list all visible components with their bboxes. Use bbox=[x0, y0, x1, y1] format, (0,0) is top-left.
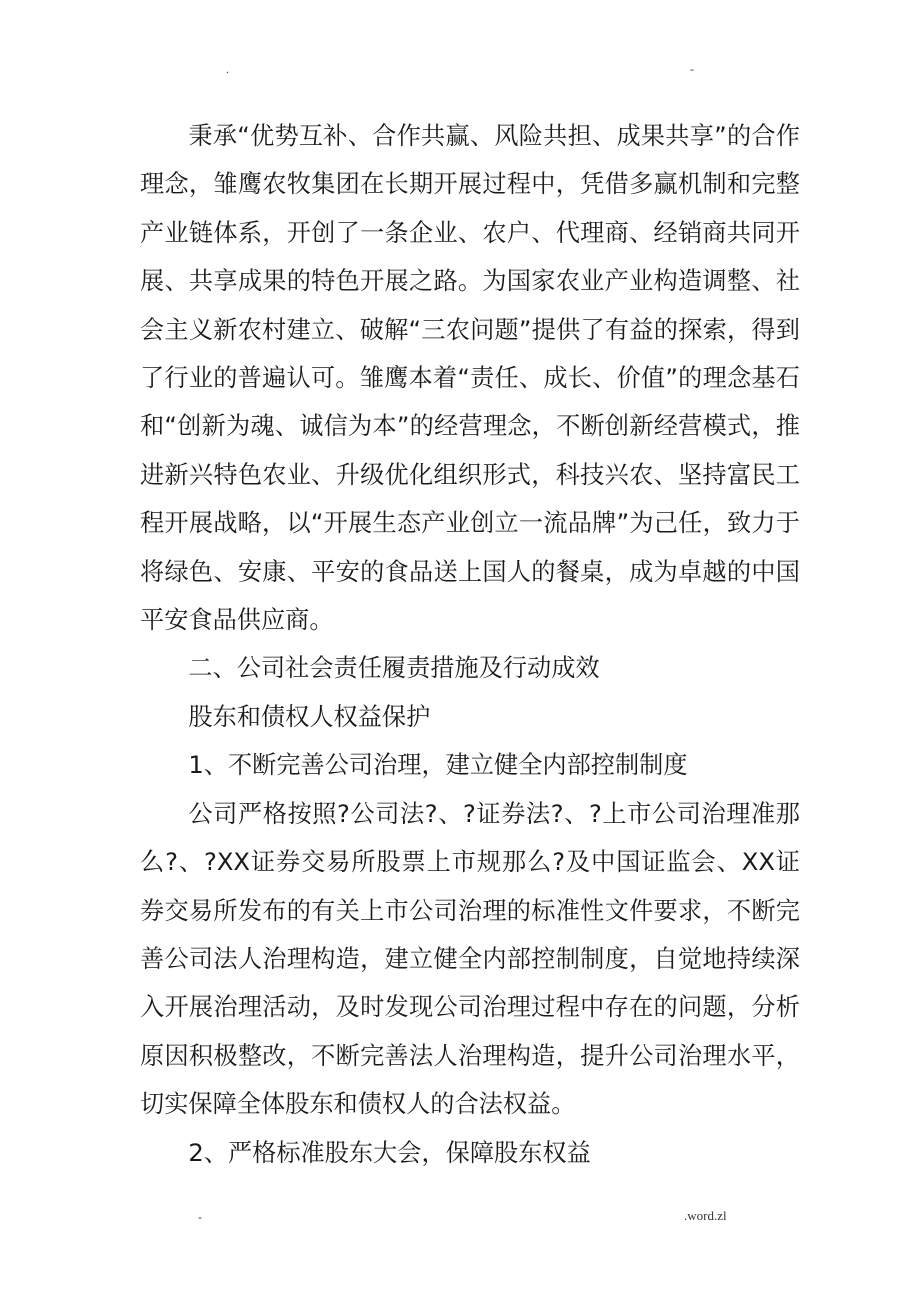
body-text bbox=[140, 112, 800, 1177]
subsection-heading: 股东和债权人权益保护 bbox=[188, 702, 431, 731]
footer-left-mark: - bbox=[198, 1210, 202, 1224]
header-left-mark: . bbox=[226, 62, 229, 76]
list-item-heading-2: 2、严格标准股东大会，保障股东权益 bbox=[188, 1138, 591, 1167]
footer-watermark-text: .word.zl bbox=[684, 1208, 727, 1223]
header-right-mark: - bbox=[690, 62, 694, 76]
paragraph-governance: 公司严格按照?公司法?、?证券法?、?上市公司治理准那么?、?XX证券交易所股票上市规那么?及中国证监会、XX证券交易所发布的有关上市公司治理的标准性文件要求，不断完善公司法人治理构造，建立健全内部控制制度，自觉地持续深入开展治理活动，及时发现公司治理过程中存在的问题，分析原因积极整改，不断完善法人治理构造，提升公司治理水平，切实保障全体股东和债权人的合法权益。 bbox=[140, 799, 800, 1119]
list-item-heading-1: 1、不断完善公司治理，建立健全内部控制制度 bbox=[188, 751, 688, 780]
section-heading: 二、公司社会责任履责措施及行动成效 bbox=[188, 654, 600, 683]
paragraph-company-philosophy: 秉承“优势互补、合作共赢、风险共担、成果共享”的合作理念，雏鹰农牧集团在长期开展过程中，凭借多赢机制和完整产业链体系，开创了一条企业、农户、代理商、经销商共同开展、共享成果的特色开展之路。为国家农业产业构造调整、社会主义新农村建立、破解“三农问题”提供了有益的探索，得到了行业的普遍认可。雏鹰本着“责任、成长、价值”的理念基石和“创新为魂、诚信为本”的经营理念，不断创新经营模式，推进新兴特色农业、升级优化组织形式，科技兴农、坚持富民工程开展战略，以“开展生态产业创立一流品牌”为己任，致力于将绿色、安康、平安的食品送上国人的餐桌，成为卓越的中国平安食品供应商。 bbox=[140, 122, 800, 635]
